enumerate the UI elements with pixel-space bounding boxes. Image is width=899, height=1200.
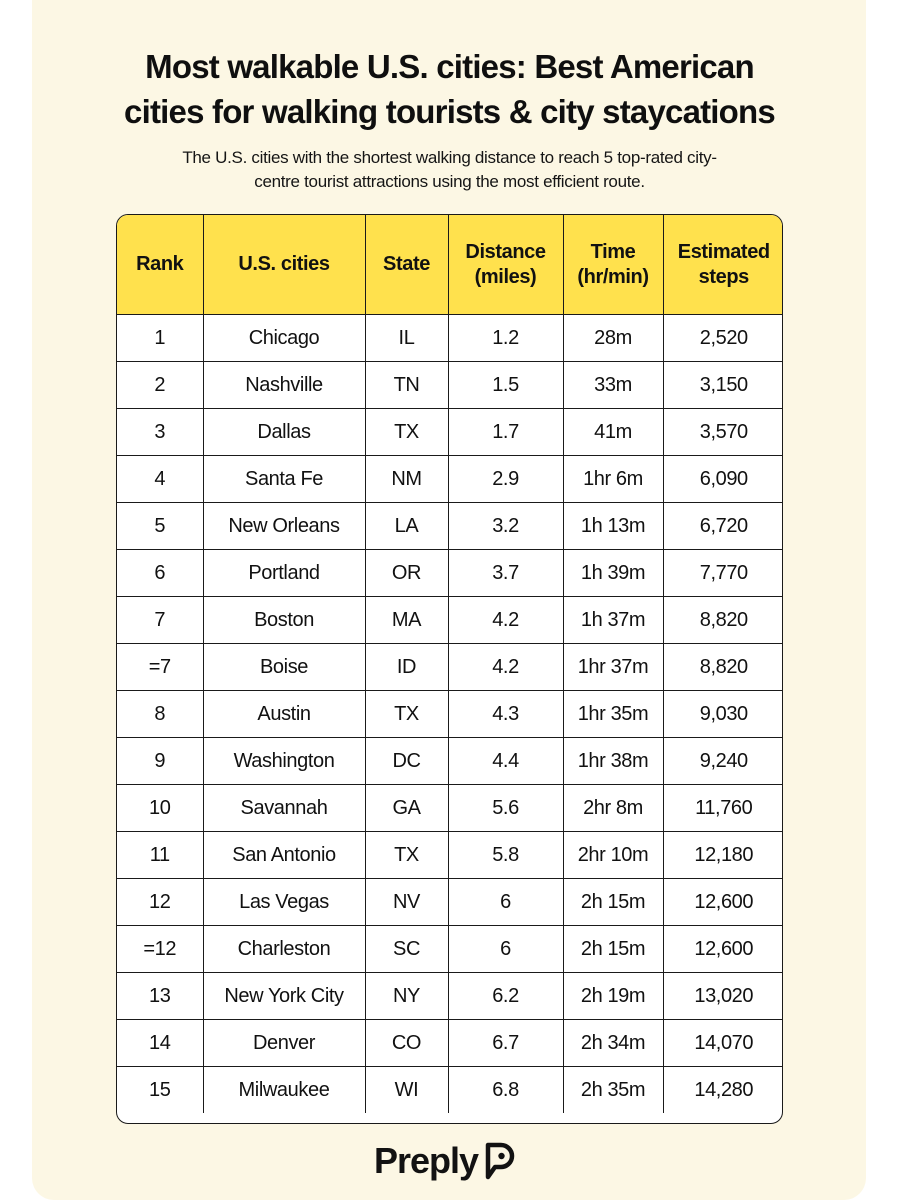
table-row [117,973,783,1020]
title-line-2: cities for walking tourists & city staycations [124,93,775,130]
cell-time: 33m [563,362,663,409]
page-subtitle [110,146,789,194]
cell-time: 41m [563,409,663,456]
page-title [60,44,839,134]
cell-city: Dallas [203,409,365,456]
cell-rank: 10 [117,785,203,832]
cell-rank: =12 [117,926,203,973]
cell-time: 1h 13m [563,503,663,550]
cell-steps: 11,760 [663,785,783,832]
cell-state: TN [365,362,448,409]
cell-rank: 14 [117,1020,203,1067]
cell-rank: 11 [117,832,203,879]
table-row [117,785,783,832]
rankings-table [116,214,783,1124]
table-row [117,315,783,362]
preply-logo-icon [482,1141,518,1181]
cell-city: Las Vegas [203,879,365,926]
brand-logo [374,1134,518,1188]
cell-state: NM [365,456,448,503]
cell-steps: 2,520 [663,315,783,362]
cell-rank: 12 [117,879,203,926]
cell-rank: 6 [117,550,203,597]
cell-time: 2h 35m [563,1067,663,1114]
cell-steps: 14,070 [663,1020,783,1067]
cell-distance: 6.7 [448,1020,563,1067]
cell-distance: 5.6 [448,785,563,832]
cell-distance: 6 [448,926,563,973]
cell-time: 2h 15m [563,879,663,926]
cell-steps: 9,240 [663,738,783,785]
cell-state: DC [365,738,448,785]
cell-time: 2hr 8m [563,785,663,832]
cell-distance: 3.7 [448,550,563,597]
table-row [117,691,783,738]
cell-city: Boston [203,597,365,644]
cell-state: MA [365,597,448,644]
column-header-unit: (miles) [474,265,537,288]
cell-steps: 12,600 [663,926,783,973]
table-row [117,879,783,926]
cell-state: NY [365,973,448,1020]
cell-rank: 5 [117,503,203,550]
cell-steps: 6,090 [663,456,783,503]
cell-city: Washington [203,738,365,785]
cell-distance: 4.3 [448,691,563,738]
cell-state: NV [365,879,448,926]
cell-city: Austin [203,691,365,738]
cell-distance: 1.2 [448,315,563,362]
cell-steps: 8,820 [663,597,783,644]
subtitle-line-2: centre tourist attractions using the most efficient route. [254,172,645,191]
walkable-cities-table [117,215,783,1113]
cell-state: TX [365,409,448,456]
cell-distance: 6 [448,879,563,926]
table-row [117,832,783,879]
table-row [117,456,783,503]
cell-distance: 5.8 [448,832,563,879]
cell-rank: 7 [117,597,203,644]
table-row [117,644,783,691]
cell-time: 1hr 38m [563,738,663,785]
cell-steps: 6,720 [663,503,783,550]
cell-city: Portland [203,550,365,597]
cell-rank: =7 [117,644,203,691]
column-header-distance [448,215,563,315]
cell-city: Savannah [203,785,365,832]
column-header-label: State [383,253,430,275]
cell-city: San Antonio [203,832,365,879]
cell-distance: 4.2 [448,597,563,644]
cell-distance: 3.2 [448,503,563,550]
cell-rank: 2 [117,362,203,409]
cell-time: 1hr 35m [563,691,663,738]
cell-distance: 2.9 [448,456,563,503]
cell-state: TX [365,832,448,879]
cell-steps: 3,150 [663,362,783,409]
table-body [117,315,783,1114]
table-row [117,503,783,550]
cell-city: Denver [203,1020,365,1067]
cell-rank: 9 [117,738,203,785]
cell-state: CO [365,1020,448,1067]
cell-state: LA [365,503,448,550]
cell-time: 1hr 6m [563,456,663,503]
column-header-time [563,215,663,315]
cell-city: Milwaukee [203,1067,365,1114]
cell-rank: 8 [117,691,203,738]
table-row [117,550,783,597]
table-row [117,597,783,644]
table-row [117,409,783,456]
cell-state: ID [365,644,448,691]
table-row [117,738,783,785]
column-header-state [365,215,448,315]
column-header-label: Time [590,240,636,263]
cell-steps: 12,600 [663,879,783,926]
table-row [117,926,783,973]
cell-rank: 3 [117,409,203,456]
column-header-label: U.S. cities [238,253,330,275]
column-header-unit: steps [698,265,749,288]
cell-steps: 8,820 [663,644,783,691]
cell-time: 1h 37m [563,597,663,644]
cell-city: New Orleans [203,503,365,550]
cell-rank: 1 [117,315,203,362]
table-header-row [117,215,783,315]
cell-state: TX [365,691,448,738]
cell-state: IL [365,315,448,362]
table-row [117,1020,783,1067]
cell-time: 1hr 37m [563,644,663,691]
table-row [117,362,783,409]
cell-steps: 9,030 [663,691,783,738]
cell-steps: 14,280 [663,1067,783,1114]
column-header-label: Distance [465,240,546,263]
column-header-unit: (hr/min) [577,265,649,288]
cell-distance: 1.5 [448,362,563,409]
column-header-label: Rank [136,253,184,275]
cell-state: OR [365,550,448,597]
cell-state: SC [365,926,448,973]
cell-city: New York City [203,973,365,1020]
cell-time: 2hr 10m [563,832,663,879]
cell-city: Charleston [203,926,365,973]
cell-steps: 7,770 [663,550,783,597]
cell-city: Boise [203,644,365,691]
cell-steps: 12,180 [663,832,783,879]
brand-wordmark: Preply [374,1140,479,1181]
cell-rank: 4 [117,456,203,503]
cell-city: Santa Fe [203,456,365,503]
table-row [117,1067,783,1114]
cell-city: Chicago [203,315,365,362]
column-header-label: Estimated [677,240,770,263]
subtitle-line-1: The U.S. cities with the shortest walking distance to reach 5 top-rated city- [182,148,717,167]
cell-distance: 6.2 [448,973,563,1020]
column-header-city [203,215,365,315]
title-line-1: Most walkable U.S. cities: Best American [145,48,754,85]
cell-time: 2h 15m [563,926,663,973]
cell-distance: 4.2 [448,644,563,691]
cell-time: 2h 19m [563,973,663,1020]
cell-distance: 6.8 [448,1067,563,1114]
cell-city: Nashville [203,362,365,409]
column-header-rank [117,215,203,315]
cell-time: 28m [563,315,663,362]
cell-state: GA [365,785,448,832]
cell-time: 1h 39m [563,550,663,597]
cell-rank: 15 [117,1067,203,1114]
cell-steps: 3,570 [663,409,783,456]
cell-rank: 13 [117,973,203,1020]
cell-time: 2h 34m [563,1020,663,1067]
cell-state: WI [365,1067,448,1114]
cell-distance: 4.4 [448,738,563,785]
cell-distance: 1.7 [448,409,563,456]
column-header-steps [663,215,783,315]
cell-steps: 13,020 [663,973,783,1020]
